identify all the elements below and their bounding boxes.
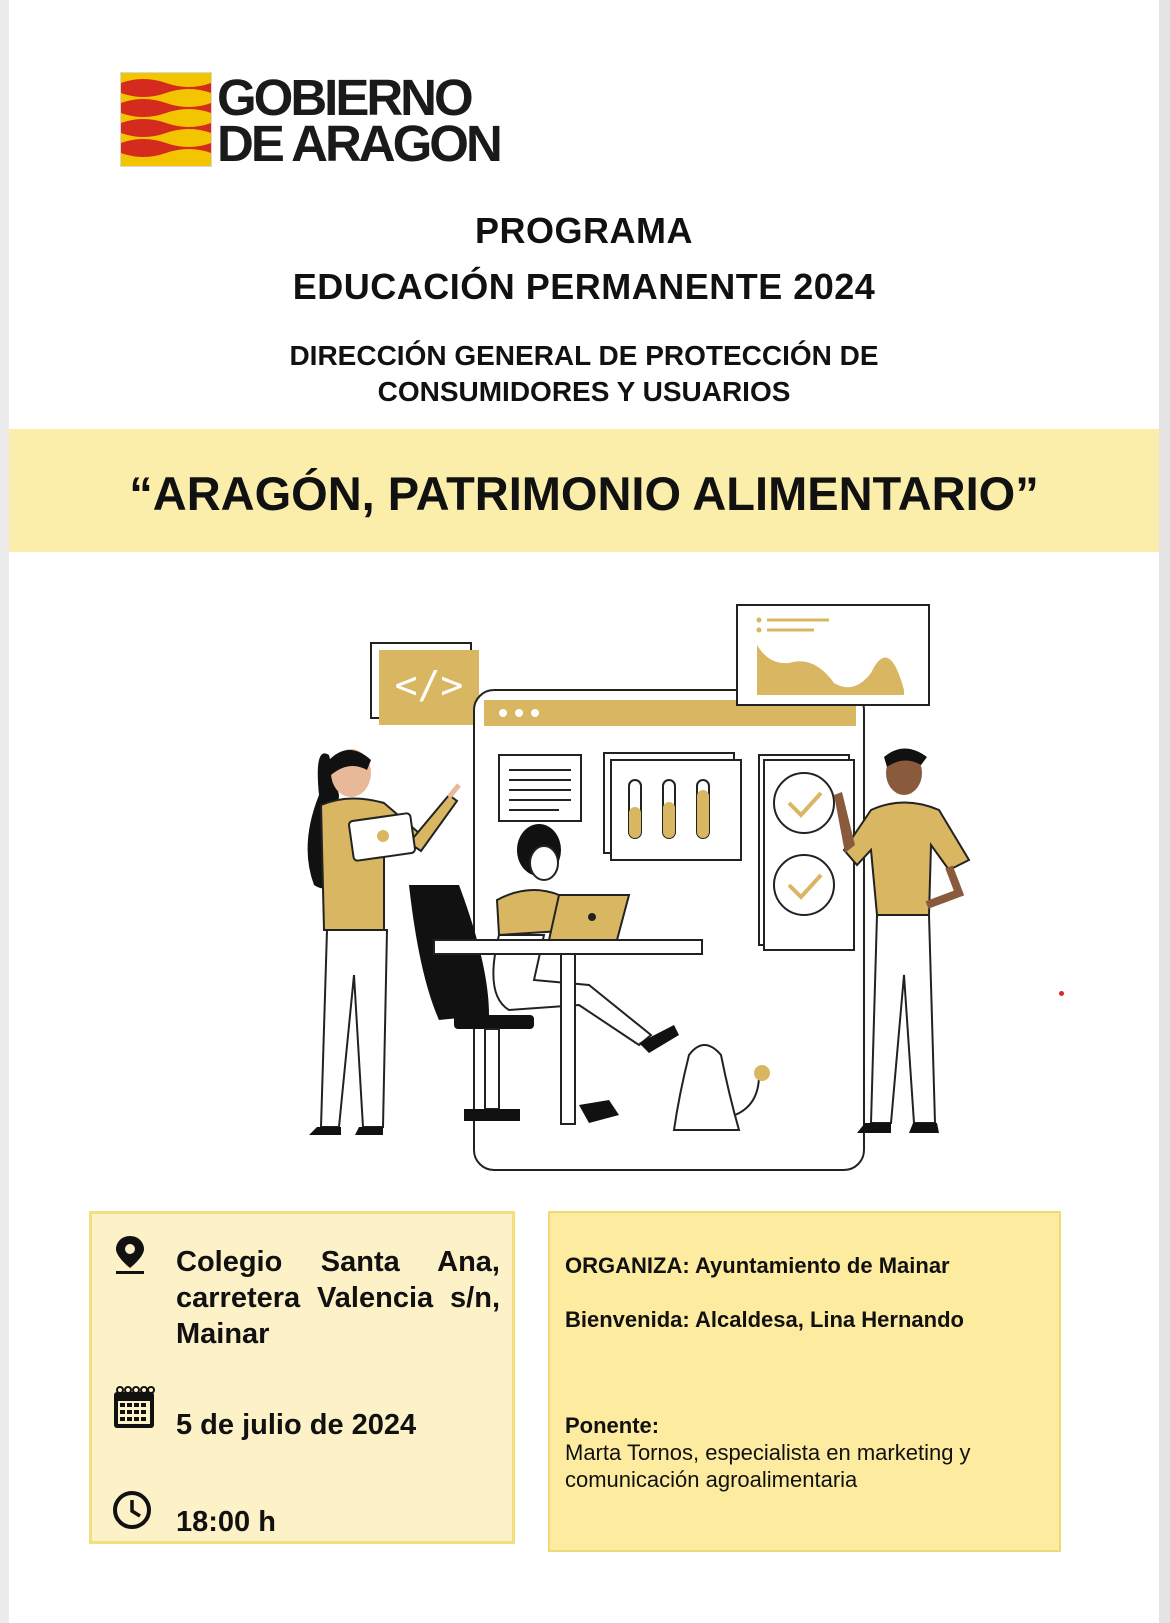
location-line-2: carretera Valencia s/n, [176,1282,500,1314]
speaker-label: Ponente: [565,1413,660,1438]
clock-icon [112,1490,152,1530]
logo-line-2: DE ARAGON [217,115,500,172]
decorative-dot [1059,991,1064,996]
speaker-text: Marta Tornos, especialista en marketing y comunicación agroalimentaria [565,1440,971,1492]
event-location [176,1244,500,1352]
direction-line-1: DIRECCIÓN GENERAL DE PROTECCIÓN DE [289,340,879,371]
gobierno-aragon-logo [110,70,540,170]
aragon-flag-icon [120,72,212,167]
page-edge-shadow [1159,0,1170,1623]
event-date: 5 de julio de 2024 [176,1409,417,1441]
event-time: 18:00 h [176,1506,276,1538]
poster-page [9,0,1159,1623]
title-banner [9,429,1159,552]
event-info-box [89,1211,515,1544]
event-details-box [548,1211,1061,1552]
calendar-icon [112,1384,156,1430]
direction-line-2: CONSUMIDORES Y USUARIOS [377,376,791,407]
program-heading: PROGRAMA [475,210,693,251]
team-illustration [259,595,1059,1175]
code-tag-text: </> [394,663,464,707]
organizer-text: ORGANIZA: Ayuntamiento de Mainar [565,1253,950,1278]
location-line-1: Colegio Santa Ana, [176,1246,500,1278]
location-pin-icon [112,1234,148,1276]
logo-line-1: GOBIERNO [217,69,471,126]
event-title: “ARAGÓN, PATRIMONIO ALIMENTARIO” [129,467,1039,520]
edition-heading: EDUCACIÓN PERMANENTE 2024 [292,266,876,307]
location-line-3: Mainar [176,1318,270,1350]
welcome-text: Bienvenida: Alcaldesa, Lina Hernando [565,1307,964,1332]
